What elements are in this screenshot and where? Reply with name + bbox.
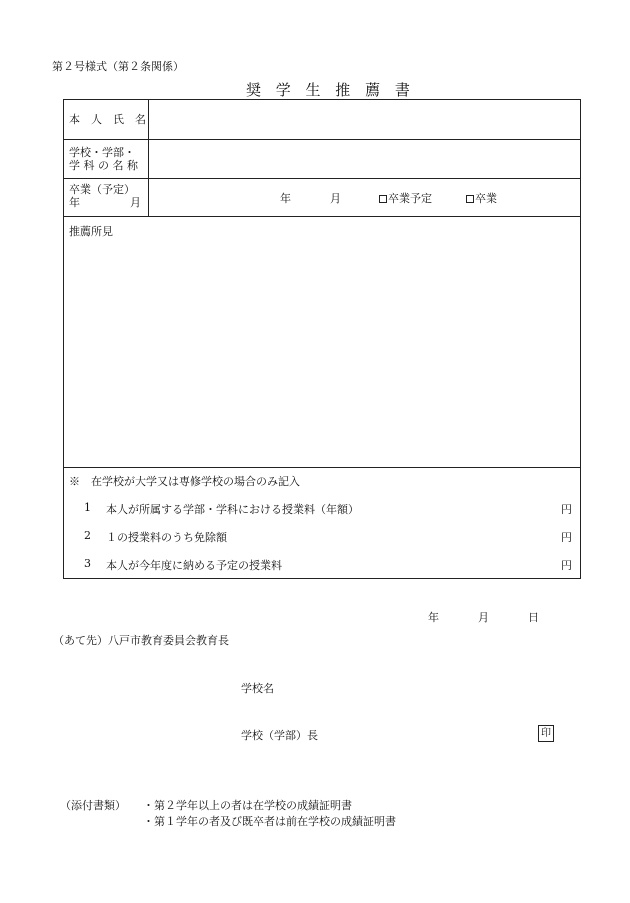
grad-label-line2 bbox=[69, 196, 141, 209]
graduated-option[interactable] bbox=[466, 190, 497, 206]
tuition-item-text: １の授業料のうち免除額 bbox=[106, 531, 227, 544]
school-field[interactable] bbox=[150, 141, 578, 176]
tuition-item-number: 3 bbox=[84, 557, 91, 570]
recommendation-form-table bbox=[63, 99, 581, 579]
yen-unit: 円 bbox=[561, 531, 572, 544]
grad-label-month: 月 bbox=[130, 196, 141, 209]
principal-label: 学校（学部）長 bbox=[241, 729, 318, 742]
grad-expected-label: 卒業予定 bbox=[388, 192, 432, 205]
tuition-item-text: 本人が今年度に納める予定の授業料 bbox=[106, 559, 282, 572]
name-field[interactable] bbox=[150, 102, 578, 137]
school-label-line1: 学校・学部・ bbox=[69, 146, 135, 159]
graduated-label: 卒業 bbox=[475, 192, 497, 205]
row-divider bbox=[64, 467, 580, 468]
seal-mark: 印 bbox=[538, 725, 554, 742]
grad-label-line1: 卒業（予定） bbox=[69, 183, 135, 196]
grad-label-year: 年 bbox=[69, 196, 80, 209]
date-day-unit: 日 bbox=[528, 611, 539, 624]
row-divider bbox=[64, 216, 580, 217]
grad-month-unit: 月 bbox=[330, 192, 341, 205]
document-title: 奨 学 生 推 薦 書 bbox=[246, 81, 415, 99]
attachments-label: （添付書類） bbox=[60, 799, 126, 812]
yen-unit: 円 bbox=[561, 503, 572, 516]
tuition-item-text: 本人が所属する学部・学科における授業料（年額） bbox=[106, 503, 359, 516]
date-month-unit: 月 bbox=[478, 611, 489, 624]
row-divider bbox=[64, 139, 580, 140]
row-divider bbox=[64, 178, 580, 179]
checkbox-icon[interactable] bbox=[466, 195, 474, 203]
opinion-field[interactable] bbox=[68, 240, 576, 462]
date-year-unit: 年 bbox=[428, 611, 439, 624]
addressee: （あて先）八戸市教育委員会教育長 bbox=[53, 634, 229, 647]
attachment-item: ・第２学年以上の者は在学校の成績証明書 bbox=[143, 799, 352, 812]
attachment-item: ・第１学年の者及び既卒者は前在学校の成績証明書 bbox=[143, 815, 396, 828]
grad-expected-option[interactable] bbox=[379, 190, 432, 206]
school-name-label: 学校名 bbox=[241, 682, 274, 695]
yen-unit: 円 bbox=[561, 559, 572, 572]
tuition-item-number: 2 bbox=[84, 529, 91, 542]
opinion-label: 推薦所見 bbox=[69, 225, 113, 238]
name-label: 本 人 氏 名 bbox=[69, 113, 146, 126]
label-column-divider bbox=[148, 100, 149, 216]
school-label-line2: 学 科 の 名 称 bbox=[69, 159, 138, 172]
tuition-item-number: 1 bbox=[84, 501, 91, 514]
checkbox-icon[interactable] bbox=[379, 195, 387, 203]
form-number: 第２号様式（第２条関係） bbox=[52, 60, 184, 73]
grad-year-unit: 年 bbox=[280, 192, 291, 205]
tuition-note: ※ 在学校が大学又は専修学校の場合のみ記入 bbox=[69, 475, 300, 488]
